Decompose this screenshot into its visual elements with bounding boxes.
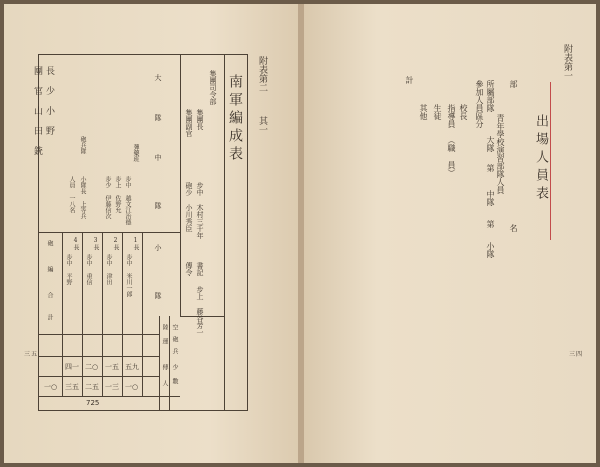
left-page (4, 4, 298, 463)
mid-name-3: 步少 伊藤信次 (104, 176, 111, 219)
bottom-label-4: 計 (46, 314, 53, 320)
col-header-5: 小 (154, 244, 162, 251)
personnel-principal: 校長 (459, 104, 468, 120)
figure-7: 四一 (65, 363, 79, 371)
right-col-note-4: 人 (161, 380, 168, 386)
subdivision-1: 所屬部隊 (486, 80, 495, 112)
hq-rank-1: 集團長 (196, 109, 204, 130)
personnel-total: 計 (405, 76, 414, 84)
unit-1-leader: 步中 米川一郎 (125, 254, 132, 297)
mid-name-1: 步中 越文江治德 (124, 176, 131, 225)
figure-1: 五九 (125, 363, 139, 371)
strength-unit: 小隊長 上等兵 (79, 176, 86, 219)
hq-name-1: 步中 木村三千年 (196, 182, 204, 239)
right-running-header: 附表第一 (562, 44, 572, 80)
figure-5: 二○ (85, 363, 99, 371)
personnel-other: 其他 (419, 104, 428, 120)
unit-level-3: 小隊 (486, 242, 495, 258)
left-running-header: 附表第二 (257, 56, 267, 92)
mid-label-2: 砲兵隊 (79, 136, 86, 154)
personnel-title: 出場人員表 (533, 114, 548, 204)
row-header-1: 長 (44, 66, 54, 75)
right-col-label-5: 數 (171, 378, 178, 384)
orderly-1: 書記 (196, 262, 204, 276)
bottom-label-3: 合 (46, 292, 53, 298)
red-pencil-mark (550, 82, 551, 240)
right-page-number: 三四 (569, 351, 584, 358)
hq-role-1: 集團司令部 (209, 70, 217, 105)
figure-9: 一○ (44, 383, 58, 391)
figure-6: 二五 (85, 383, 99, 391)
right-col-note-3: 傳 (161, 364, 168, 370)
row-header-3: 小 (44, 106, 54, 115)
col-header-2: 隊 (154, 114, 162, 121)
left-page-number: 三五 (24, 351, 39, 358)
unit-3-leader: 步中 重信 (85, 254, 92, 285)
row-header-9: 銃 (32, 146, 42, 155)
figure-8: 三五 (65, 383, 79, 391)
strength-label: 人員 一八名 (68, 176, 75, 213)
figure-3: 一五 (105, 363, 119, 371)
unit-title: 青年學校演習部隊人員 (496, 114, 505, 194)
unit-3-id: 3長 (92, 237, 99, 250)
unit-level-2: 中隊 (486, 190, 495, 206)
footer-total: 725 (86, 399, 100, 407)
unit-2-leader: 步中 津田 (105, 254, 112, 285)
unit-level-1: 大隊 (486, 136, 495, 152)
row-header-2: 少 (44, 86, 54, 95)
figure-4: 一三 (105, 383, 119, 391)
right-col-note-1: 陸 (161, 324, 168, 330)
row-header-7: 山 (32, 106, 42, 115)
col-header-3: 中 (154, 154, 162, 161)
right-col-label-2: 砲 (171, 336, 178, 342)
personnel-students: 生徒 (433, 104, 442, 120)
column-header-name: 名 (509, 224, 518, 232)
left-header-number: 其一 (257, 116, 267, 134)
right-col-note-2: 運 (161, 338, 168, 344)
unit-1-id: 1長 (132, 237, 139, 250)
col-header-6: 隊 (154, 292, 162, 299)
right-col-label-3: 兵 (171, 348, 178, 354)
bottom-label-1: 砲 (46, 240, 53, 246)
formation-title: 南軍編成表 (227, 74, 243, 164)
hq-rank-2: 集團副官 (185, 109, 193, 137)
right-page (304, 4, 596, 463)
book-spread (4, 4, 596, 463)
unit-2-id: 2長 (112, 237, 119, 250)
personnel-staff-note: （職 員） (447, 136, 456, 177)
col-header-1: 大 (154, 74, 162, 81)
bottom-label-2: 編 (46, 266, 53, 272)
col-header-4: 隊 (154, 202, 162, 209)
column-header-department: 部 (509, 80, 518, 88)
row-header-5: 團 (32, 66, 42, 75)
right-col-label-1: 空 (171, 324, 178, 330)
orderly-name: 步上 藤谷芳一 (196, 286, 204, 336)
row-header-4: 野 (44, 126, 54, 135)
right-col-label-4: 少 (171, 364, 178, 370)
subdivision-2: 參加人員區分 (475, 80, 484, 128)
figure-2: 一○ (125, 383, 139, 391)
unit-4-leader: 步中 平野 (65, 254, 72, 285)
unit-4-id: 4長 (72, 237, 79, 250)
row-header-8: 田 (32, 126, 42, 135)
orderly-2: 傳令 (185, 262, 193, 276)
personnel-instructor: 指導員 (447, 104, 456, 128)
hq-name-2: 砲少 小川秀臣 (185, 182, 193, 232)
unit-level-suffix-1: 第 (486, 164, 495, 172)
row-header-6: 官 (32, 86, 42, 95)
mid-name-2: 步上 佐野允 (114, 176, 121, 213)
mid-label-1: 彈藥班 (132, 144, 139, 162)
unit-level-suffix-2: 第 (486, 220, 495, 228)
